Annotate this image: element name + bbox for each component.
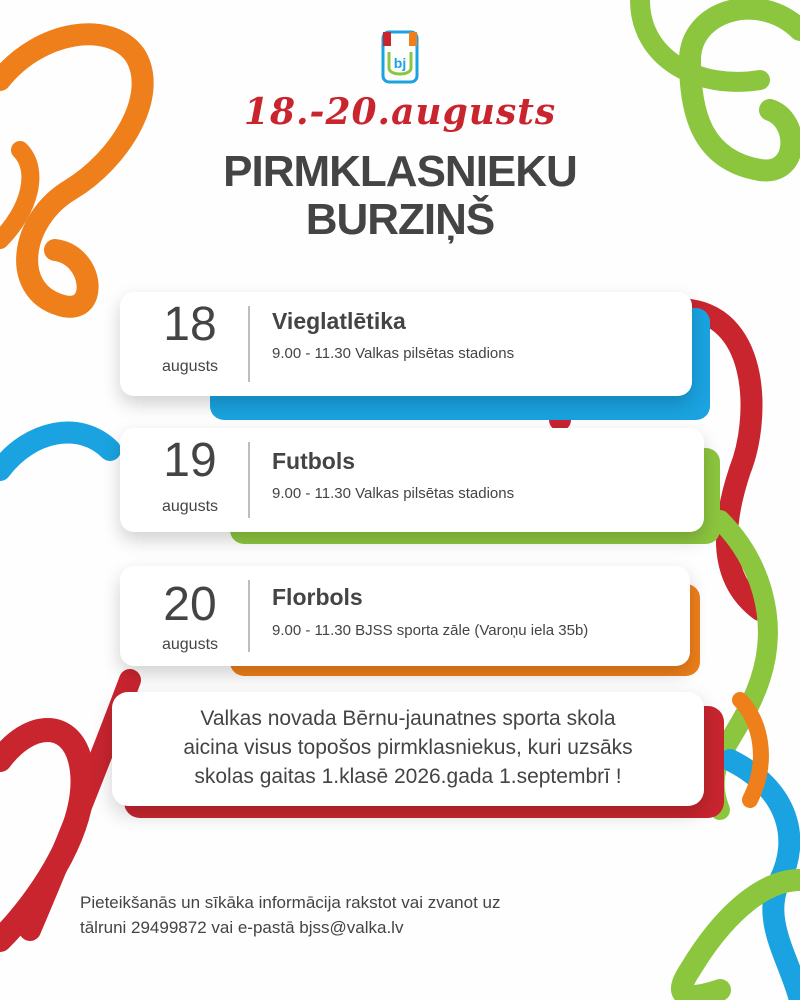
event-detail: 9.00 - 11.30 Valkas pilsētas stadions (272, 345, 515, 362)
svg-text:18.-20.augusts: 18.-20.augusts (243, 91, 557, 133)
event-day: 19 (163, 434, 217, 487)
bjss-logo (380, 30, 420, 84)
invite-message (112, 692, 704, 806)
blue-ribbon-left (0, 433, 110, 470)
event-card (120, 566, 690, 666)
divider (248, 306, 250, 382)
event-title: Vieglatlētika (272, 308, 406, 334)
invite-line-2: aicina visus topošos pirmklasniekus, kuri uzsāks (183, 736, 633, 759)
event-title: Futbols (272, 448, 356, 474)
event-title: Florbols (272, 584, 363, 610)
event-day: 18 (163, 298, 217, 351)
contact-line-1: Pieteikšanās un sīkāka informācija rakstot vai zvanot uz (80, 893, 501, 912)
page-title (0, 148, 800, 244)
orange-ribbon-bottom (740, 700, 761, 800)
event-detail: 9.00 - 11.30 BJSS sporta zāle (Varoņu iela 35b) (272, 622, 589, 639)
contact-info (80, 890, 640, 940)
divider (248, 442, 250, 518)
title-line-1: PIRMKLASNIEKU (223, 147, 577, 196)
event-month: augusts (161, 498, 219, 515)
event-month: augusts (161, 358, 219, 375)
divider (248, 580, 250, 652)
event-card (120, 292, 692, 396)
svg-text:bj: bj (393, 55, 407, 71)
invite-line-1: Valkas novada Bērnu-jaunatnes sporta skola (200, 707, 616, 730)
event-card (120, 428, 704, 532)
contact-line-2: tālruni 29499872 vai e-pastā bjss@valka.lv (80, 918, 404, 937)
invite-line-3: skolas gaitas 1.klasē 2026.gada 1.septembrī ! (194, 765, 622, 788)
event-day: 20 (163, 578, 217, 631)
event-detail: 9.00 - 11.30 Valkas pilsētas stadions (272, 485, 515, 502)
title-line-2: BURZIŅŠ (305, 195, 495, 244)
event-month: augusts (161, 636, 219, 653)
event-dates-heading (0, 80, 800, 140)
